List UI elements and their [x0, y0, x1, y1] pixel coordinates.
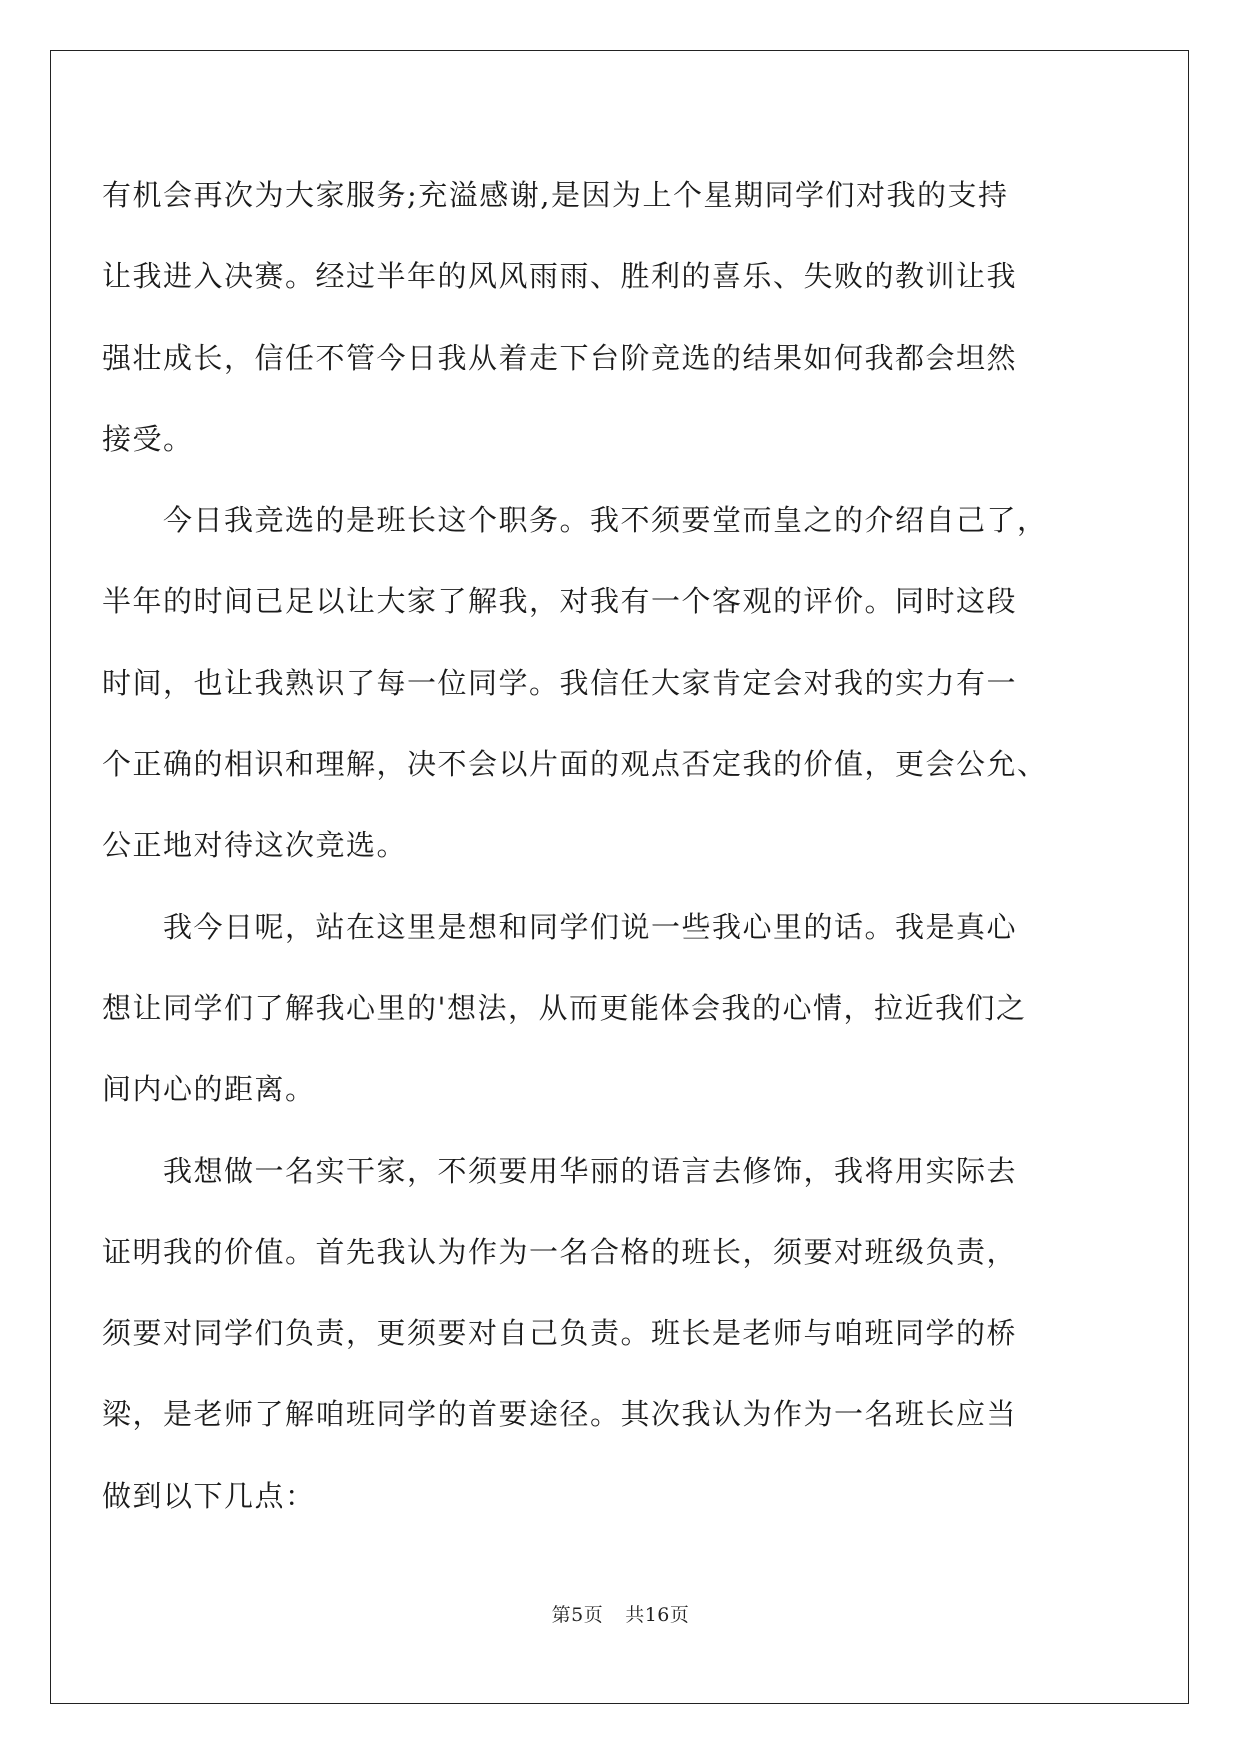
text-line: 接受。 [102, 421, 194, 456]
text-line: 须要对同学们负责，更须要对自己负责。班长是老师与咱班同学的桥 [102, 1316, 1018, 1351]
text-line: 梁，是老师了解咱班同学的首要途径。其次我认为作为一名班长应当 [102, 1397, 1018, 1432]
paragraph [102, 155, 1102, 480]
page-footer [0, 1600, 1241, 1627]
text-line: 有机会再次为大家服务;充溢感谢,是因为上个星期同学们对我的支持 [102, 178, 1009, 212]
text-line: 间内心的距离。 [102, 1072, 316, 1107]
text-line: 公正地对待这次竞选。 [102, 828, 408, 863]
text-line: 证明我的价值。首先我认为作为一名合格的班长，须要对班级负责， [102, 1234, 1018, 1269]
text-line: 想让同学们了解我心里的'想法，从而更能体会我的心情，拉近我们之 [102, 990, 1027, 1025]
text-line: 我今日呢，站在这里是想和同学们说一些我心里的话。我是真心 [163, 909, 1018, 944]
text-line: 时间，也让我熟识了每一位同学。我信任大家肯定会对我的实力有一 [102, 665, 1018, 700]
text-line: 做到以下几点： [102, 1478, 316, 1513]
text-line: 我想做一名实干家，不须要用华丽的语言去修饰，我将用实际去 [163, 1153, 1018, 1188]
text-line: 让我进入决赛。经过半年的风风雨雨、胜利的喜乐、失败的教训让我 [102, 259, 1018, 294]
page-total: 共16页 [625, 1604, 690, 1626]
page-number: 第5页 [551, 1604, 604, 1626]
document-body [102, 155, 1102, 1537]
paragraph [102, 480, 1102, 886]
text-line: 个正确的相识和理解，决不会以片面的观点否定我的价值，更会公允、 [102, 747, 1048, 782]
text-line: 今日我竞选的是班长这个职务。我不须要堂而皇之的介绍自己了， [163, 503, 1048, 538]
paragraph [102, 887, 1102, 1131]
paragraph [102, 1131, 1102, 1537]
text-line: 强壮成长，信任不管今日我从着走下台阶竞选的结果如何我都会坦然 [102, 340, 1018, 375]
text-line: 半年的时间已足以让大家了解我，对我有一个客观的评价。同时这段 [102, 584, 1018, 619]
